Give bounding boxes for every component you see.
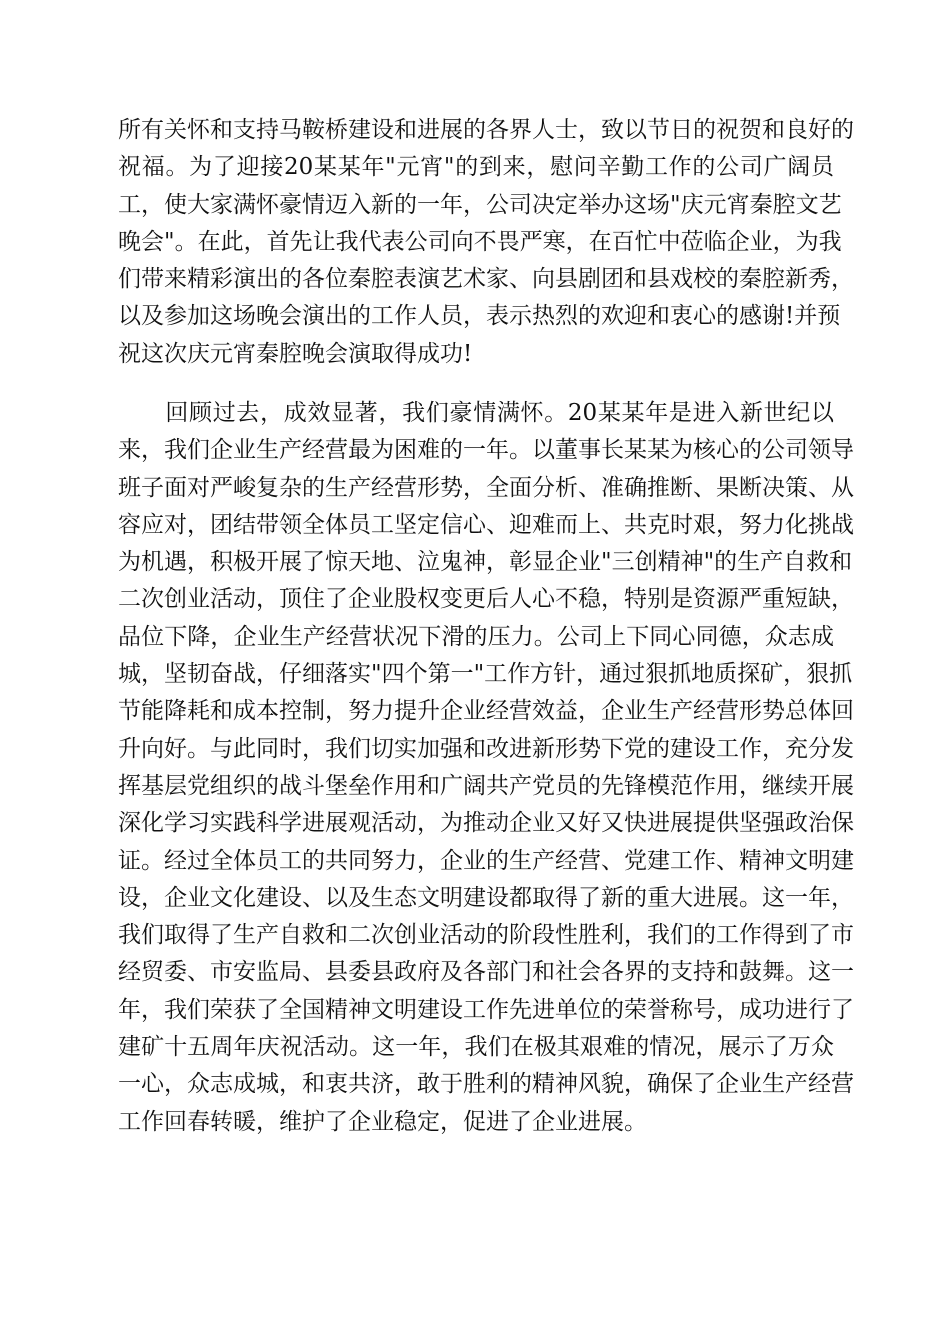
text-line: 以及参加这场晚会演出的工作人员，表示热烈的欢迎和衷心的感谢!并预 (118, 303, 841, 330)
text-line: 工作回春转暖，维护了企业稳定，促进了企业进展。 (118, 1108, 647, 1135)
text-line: 设，企业文化建设、以及生态文明建设都取得了新的重大进展。这一年， (118, 884, 854, 911)
text-line: 品位下降，企业生产经营状况下滑的压力。公司上下同心同德，众志成 (118, 623, 834, 650)
text-line: 为机遇，积极开展了惊天地、泣鬼神，彰显企业"三创精神"的生产自救和 (118, 549, 853, 576)
text-line: 挥基层党组织的战斗堡垒作用和广阔共产党员的先锋模范作用，继续开展 (118, 772, 854, 799)
text-line: 一心，众志成城，和衷共济，敢于胜利的精神风貌，确保了企业生产经营 (118, 1071, 854, 1098)
text-line: 来，我们企业生产经营最为困难的一年。以董事长某某为核心的公司领导 (118, 437, 854, 464)
text-line: 所有关怀和支持马鞍桥建设和进展的各界人士，致以节日的祝贺和良好的 (118, 117, 854, 143)
text-line: 我们取得了生产自救和二次创业活动的阶段性胜利，我们的工作得到了市 (118, 922, 854, 949)
text-line: 节能降耗和成本控制，努力提升企业经营效益，企业生产经营形势总体回 (118, 698, 854, 725)
text-line: 年，我们荣获了全国精神文明建设工作先进单位的荣誉称号，成功进行了 (118, 996, 854, 1023)
paragraph-2 (118, 395, 854, 1141)
text-line: 容应对，团结带领全体员工坚定信心、迎难而上、共克时艰，努力化挑战 (118, 511, 854, 538)
text-line: 班子面对严峻复杂的生产经营形势，全面分析、准确推断、果断决策、从 (118, 474, 854, 501)
text-line: 升向好。与此同时，我们切实加强和改进新形势下党的建设工作，充分发 (118, 735, 854, 762)
text-line: 深化学习实践科学进展观活动，为推动企业又好又快进展提供坚强政治保 (118, 810, 854, 837)
text-line: 工，使大家满怀豪情迈入新的一年，公司决定举办这场"庆元宵秦腔文艺 (118, 191, 842, 218)
paragraph-1 (118, 112, 854, 373)
text-line: 祝这次庆元宵秦腔晚会演取得成功! (118, 340, 473, 367)
text-line: 们带来精彩演出的各位秦腔表演艺术家、向县剧团和县戏校的秦腔新秀， (118, 266, 854, 293)
text-line: 晚会"。在此，首先让我代表公司向不畏严寒，在百忙中莅临企业，为我 (118, 228, 842, 255)
text-line: 回顾过去，成效显著，我们豪情满怀。20某某年是进入新世纪以 (118, 400, 834, 426)
text-line: 祝福。为了迎接20某某年"元宵"的到来，慰问辛勤工作的公司广阔员 (118, 154, 834, 181)
text-line: 经贸委、市安监局、县委县政府及各部门和社会各界的支持和鼓舞。这一 (118, 959, 854, 986)
text-line: 二次创业活动，顶住了企业股权变更后人心不稳，特别是资源严重短缺， (118, 586, 854, 613)
text-line: 建矿十五周年庆祝活动。这一年，我们在极其艰难的情况，展示了万众 (118, 1034, 834, 1061)
text-line: 城，坚韧奋战，仔细落实"四个第一"工作方针，通过狠抓地质探矿，狠抓 (118, 661, 853, 688)
text-line: 证。经过全体员工的共同努力，企业的生产经营、党建工作、精神文明建 (118, 847, 854, 874)
